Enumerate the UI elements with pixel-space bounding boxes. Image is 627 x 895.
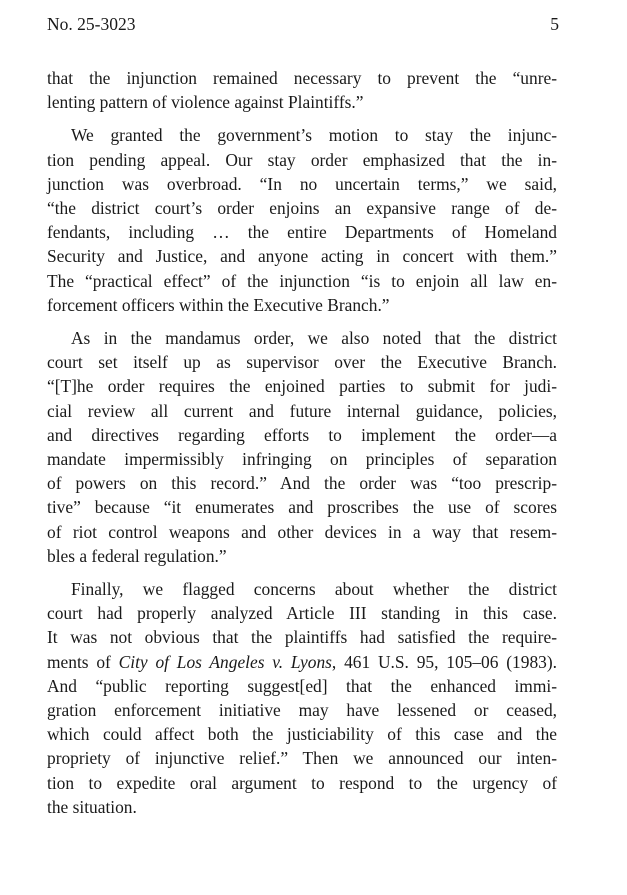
text-line: of powers on this record.” And the order was “too prescrip-	[47, 473, 557, 494]
text-line: We granted the government’s motion to stay the injunc-	[71, 125, 557, 146]
case-citation: City of Los Angeles v. Lyons	[118, 651, 332, 672]
text-fragment: ments of	[47, 651, 119, 672]
paragraph-4	[47, 577, 557, 819]
text-line: fendants, including … the entire Departments of Homeland	[47, 222, 557, 243]
text-line: tive” because “it enumerates and proscribes the use of scores	[47, 497, 557, 518]
paragraph-1	[47, 66, 557, 114]
text-line: As in the mandamus order, we also noted that the district	[71, 328, 557, 349]
text-line: and directives regarding efforts to implement the order—a	[47, 424, 557, 445]
text-line: Security and Justice, and anyone acting in concert with them.”	[47, 246, 557, 267]
paragraph-2	[47, 123, 557, 317]
text-line: cial review all current and future internal guidance, policies,	[47, 400, 557, 421]
case-number: No. 25-3023	[47, 14, 136, 34]
text-line: court set itself up as supervisor over the Executive Branch.	[47, 352, 557, 373]
citation-line	[47, 650, 557, 674]
page-number: 5	[550, 14, 559, 34]
text-line: mandate impermissibly infringing on principles of separation	[47, 449, 557, 470]
text-line: gration enforcement initiative may have lessened or ceased,	[47, 700, 557, 721]
text-line: It was not obvious that the plaintiffs had satisfied the require-	[47, 627, 557, 648]
text-line: “[T]he order requires the enjoined parties to submit for judi-	[47, 376, 557, 397]
text-line: court had properly analyzed Article III standing in this case.	[47, 603, 557, 624]
page-header	[47, 12, 557, 36]
text-line: propriety of injunctive relief.” Then we announced our inten-	[47, 748, 557, 769]
citation-reporter: , 461 U.S. 95, 105–06 (1983).	[331, 651, 557, 672]
text-line: junction was overbroad. “In no uncertain terms,” we said,	[47, 173, 557, 194]
document-page	[47, 12, 557, 828]
text-line: Finally, we flagged concerns about whether the district	[71, 579, 557, 600]
text-line: tion to expedite oral argument to respond to the urgency of	[47, 772, 557, 793]
text-line: “the district court’s order enjoins an expansive range of de-	[47, 198, 557, 219]
text-line: which could affect both the justiciability of this case and the	[47, 724, 557, 745]
text-line: the situation.	[47, 796, 137, 817]
text-line: of riot control weapons and other devices in a way that resem-	[47, 521, 557, 542]
text-line: lenting pattern of violence against Plaintiffs.”	[47, 92, 364, 113]
text-line: forcement officers within the Executive Branch.”	[47, 294, 390, 315]
text-line: that the injunction remained necessary to prevent the “unre-	[47, 68, 557, 88]
paragraph-3	[47, 326, 557, 568]
text-line: bles a federal regulation.”	[47, 545, 227, 566]
text-line: The “practical effect” of the injunction “is to enjoin all law en-	[47, 270, 557, 291]
text-line: tion pending appeal. Our stay order emphasized that the in-	[47, 149, 557, 170]
text-line: And “public reporting suggest[ed] that the enhanced immi-	[47, 675, 557, 696]
